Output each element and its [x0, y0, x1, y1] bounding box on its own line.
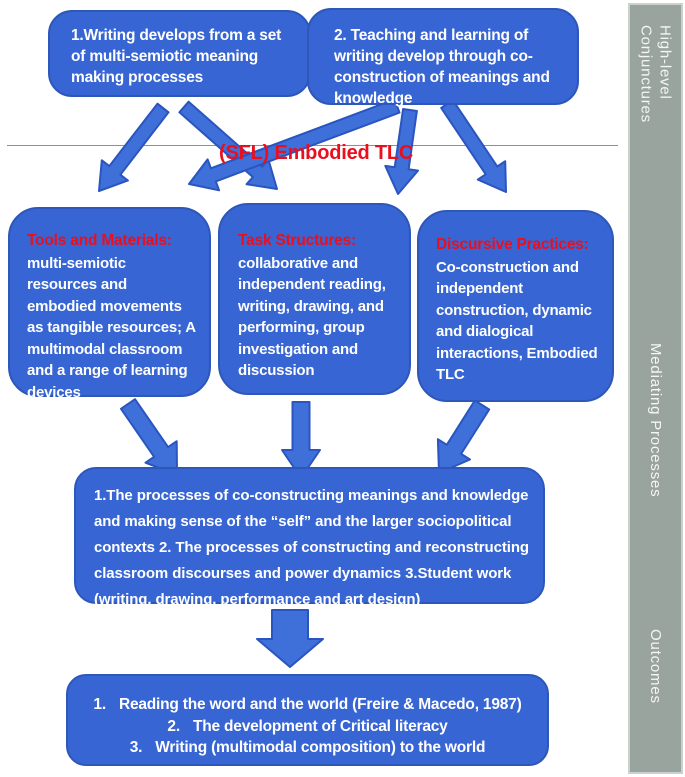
conjuncture-box-1-text: 1.Writing develops from a set of multi-semiotic meaning making processes [71, 27, 282, 86]
arrow-conj2-to-discursive [441, 100, 506, 192]
tasks-header: Task Structures: [238, 232, 356, 249]
processes-line-2: 2. The processes of constructing and reconstructing classroom discourses and power dynamics [94, 539, 529, 582]
discursive-body: Co-construction and independent construction, dynamic and dialogical interactions, Embodied TLC [436, 258, 598, 383]
conjuncture-box-2 [307, 8, 579, 105]
processes-line-1: 1.The processes of co-constructing meanings and knowledge and making sense of the “self” and the larger sociopolitical contexts [94, 487, 529, 556]
conjuncture-box-2-text: 2. Teaching and learning of writing develop through co-construction of meanings and knowledge [334, 27, 550, 107]
tools-header: Tools and Materials: [27, 232, 172, 249]
outcomes-line-2-text: The development of Critical literacy [192, 717, 448, 735]
sidebar-label-mediating-processes: Mediating Processes [647, 343, 664, 498]
outcomes-line-3-num: 3. [129, 739, 143, 756]
outcomes-line-1 [74, 694, 541, 716]
arrow-tools-to-processes [121, 399, 177, 475]
processes-box [74, 467, 545, 608]
tools-body: multi-semiotic resources and embodied movements as tangible resources; A multimodal classroom and a range of learning devices [27, 254, 196, 401]
outcomes-line-2-num: 2. [167, 717, 180, 735]
outcomes-line-1-num: 1. [93, 696, 106, 713]
discursive-header: Discursive Practices: [436, 236, 589, 253]
center-label: (SFL) Embodied TLC [219, 142, 414, 164]
mediating-box-tools [8, 207, 211, 401]
outcomes-line-2 [74, 716, 541, 738]
outcomes-box [66, 674, 549, 766]
sidebar-label-outcomes: Outcomes [647, 629, 664, 704]
sidebar-label-high-level-conjunctures: High-level Conjunctures [637, 25, 674, 123]
outcomes-line-1-text: Reading the word and the world (Freire & Macedo, 1987) [118, 696, 522, 713]
arrow-conj1-to-tools [99, 104, 169, 191]
arrow-processes-to-outcomes [257, 610, 323, 667]
mediating-box-discursive [417, 210, 614, 402]
outcomes-line-3 [74, 737, 541, 759]
outcomes-line-3-text: Writing (multimodal composition) to the world [155, 739, 486, 756]
conjuncture-box-1 [48, 10, 311, 97]
tasks-body: collaborative and independent reading, writing, drawing, and performing, group investigation and discussion [238, 254, 386, 379]
arrow-discursive-to-processes [438, 401, 489, 474]
processes-line-3: 3.Student work (writing, drawing, performance and art design) [94, 565, 512, 608]
mediating-box-tasks [218, 203, 411, 395]
